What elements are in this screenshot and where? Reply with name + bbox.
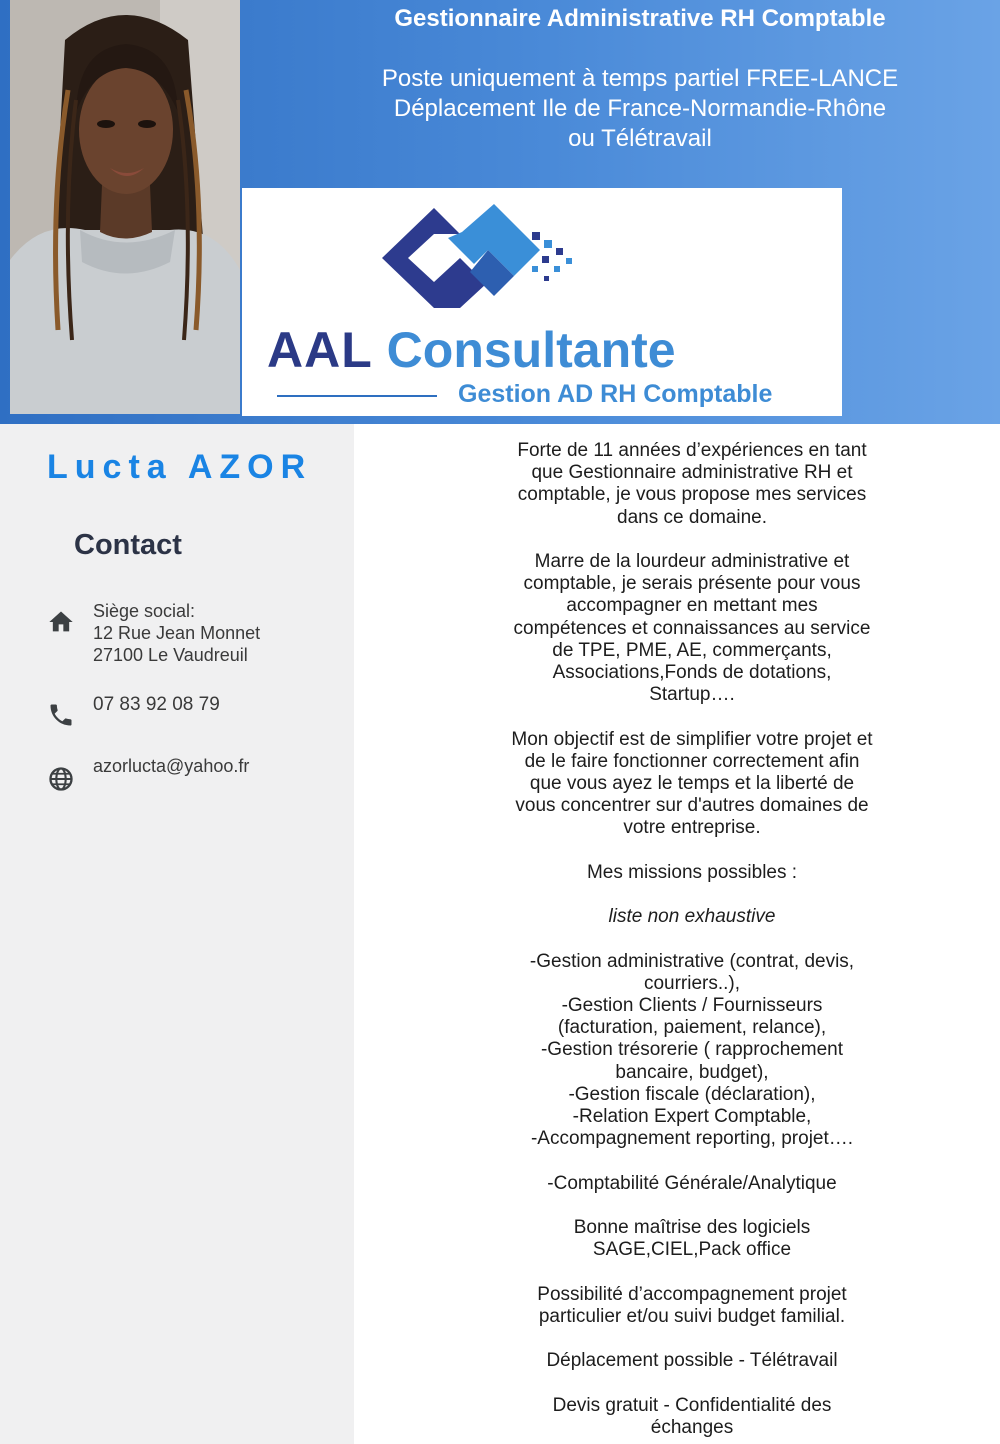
quote-line: échanges [650,1416,734,1438]
family-line: particulier et/ou suivi budget familial. [538,1305,846,1327]
para3-line: Mon objectif est de simplifier votre projet et [511,728,873,750]
para2-line: Startup…. [649,684,735,706]
phone-number[interactable]: 07 83 92 08 79 [93,694,220,715]
mission-line: -Gestion fiscale (déclaration), [568,1083,816,1105]
para2-line: de TPE, PME, AE, commerçants, [552,639,832,661]
intro-line: Forte de 11 années d’expériences en tant [517,440,867,461]
logo-divider [277,395,437,397]
mission-line: -Gestion administrative (contrat, devis, [529,950,855,972]
headline-line: Poste uniquement à temps partiel FREE-LANCE [381,65,899,92]
logo-name-part1: AAL [267,322,373,378]
para3-line: que vous ayez le temps et la liberté de [529,773,855,795]
logo-wordmark [267,320,676,380]
address-label: Siège social: [93,601,196,621]
para3-line: votre entreprise. [623,817,761,839]
family-line: Possibilité d’accompagnement projet [537,1283,847,1305]
para3-line: vous concentrer sur d'autres domaines de [515,795,869,817]
quote-line: Devis gratuit - Confidentialité des [552,1394,832,1416]
company-logo [242,188,842,416]
mission-line: -Accompagnement reporting, projet…. [530,1128,854,1150]
logo-mark-icon [382,202,602,314]
address-line: 12 Rue Jean Monnet [93,623,261,643]
intro-line: dans ce domaine. [617,506,767,528]
logo-name-part2: Consultante [386,322,676,378]
mission-line: (facturation, paiement, relance), [557,1017,827,1039]
phone-icon [47,701,75,729]
headline [280,4,1000,154]
headline-line: ou Télétravail [568,125,712,152]
para3-line: de le faire fonctionner correctement afin [524,750,860,772]
para2-line: accompagner en mettant mes [566,595,818,617]
para2-line: comptable, je serais présente pour vous [523,573,861,595]
home-icon [47,608,75,636]
mission-line: -Relation Expert Comptable, [572,1106,812,1128]
intro-line: comptable, je vous propose mes services [517,484,867,506]
missions-note: liste non exhaustive [608,906,776,928]
mission-line: -Gestion trésorerie ( rapprochement [540,1039,843,1061]
sidebar [0,424,354,1444]
presentation-text [490,440,894,1439]
address-line: 27100 Le Vaudreuil [93,645,248,665]
para2-line: compétences et connaissances au service [513,617,871,639]
contact-heading: Contact [74,529,182,561]
person-name: Lucta AZOR [47,448,313,486]
mission-line: -Gestion Clients / Fournisseurs [561,995,823,1016]
headline-line: Déplacement Ile de France-Normandie-Rhône [393,95,887,122]
missions-title: Mes missions possibles : [586,861,798,883]
address-block [93,600,260,666]
mission-line: bancaire, budget), [615,1061,769,1083]
para2-line: Marre de la lourdeur administrative et [534,551,850,572]
logo-tagline: Gestion AD RH Comptable [458,380,773,408]
intro-line: que Gestionnaire administrative RH et [531,462,853,484]
para2-line: Associations,Fonds de dotations, [552,662,832,684]
email-address[interactable]: azorlucta@yahoo.fr [93,756,250,776]
mission-line: courriers..), [643,972,741,994]
accounting-line: -Comptabilité Générale/Analytique [547,1172,837,1194]
profile-photo [10,0,240,414]
job-title: Gestionnaire Administrative RH Comptable [394,5,886,32]
software-line: SAGE,CIEL,Pack office [592,1239,792,1261]
globe-icon [47,765,75,793]
software-line: Bonne maîtrise des logiciels [573,1217,811,1238]
travel-line: Déplacement possible - Télétravail [546,1350,838,1372]
